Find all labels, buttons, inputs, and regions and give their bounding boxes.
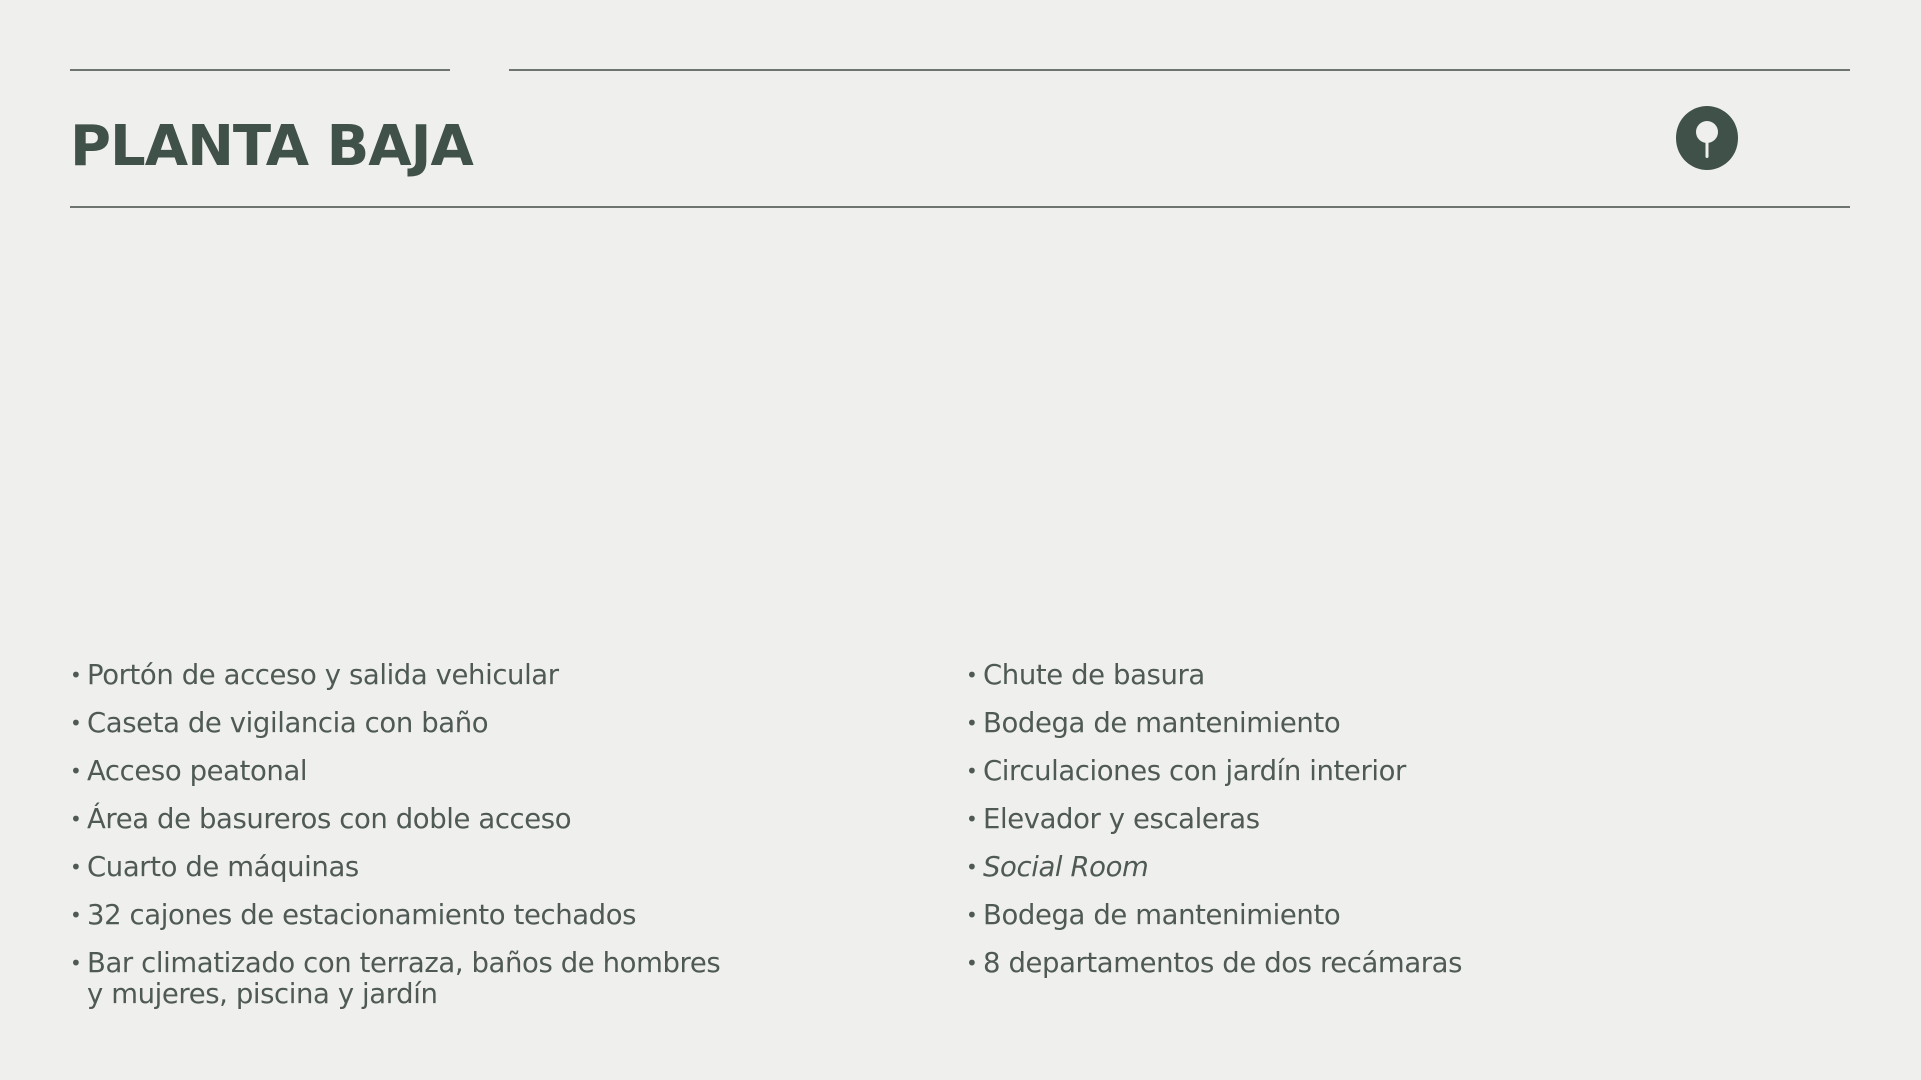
- list-item: [70, 756, 930, 787]
- list-item-text: • Bodega de mantenimiento: [983, 707, 1341, 739]
- list-item: [966, 948, 1846, 979]
- list-item: [70, 900, 930, 931]
- page-title: PLANTA BAJA: [70, 114, 473, 179]
- list-item: [70, 660, 930, 691]
- list-item-text: • Área de basureros con doble acceso: [87, 803, 572, 835]
- top-right-divider: [509, 69, 1850, 71]
- list-item-text: • Bodega de mantenimiento: [983, 899, 1341, 931]
- list-item-text: • Elevador y escaleras: [983, 803, 1260, 835]
- list-item-text: • 32 cajones de estacionamiento techados: [87, 899, 637, 931]
- features-list-right: [966, 660, 1846, 996]
- list-item: [70, 852, 930, 883]
- list-item-text: • Caseta de vigilancia con baño: [87, 707, 489, 739]
- list-item-text: • Bar climatizado con terraza, baños de hombres y mujeres, piscina y jardín: [87, 947, 721, 1010]
- title-underline-divider: [70, 206, 1850, 208]
- list-item-text: • Acceso peatonal: [87, 755, 308, 787]
- list-item-text: • Social Room: [983, 851, 1149, 883]
- top-left-divider: [70, 69, 450, 71]
- list-item-text: • 8 departamentos de dos recámaras: [983, 947, 1463, 979]
- list-item-text: • Cuarto de máquinas: [87, 851, 359, 883]
- list-item: [966, 708, 1846, 739]
- list-item: [966, 852, 1846, 883]
- list-item: [966, 804, 1846, 835]
- list-item-text: • Chute de basura: [983, 659, 1205, 691]
- list-item: [70, 948, 727, 1010]
- list-item-text: • Portón de acceso y salida vehicular: [87, 659, 559, 691]
- list-item: [70, 804, 930, 835]
- list-item: [966, 660, 1846, 691]
- features-list-left: [70, 660, 930, 1027]
- list-item: [966, 756, 1846, 787]
- list-item: [966, 900, 1846, 931]
- list-item: [70, 708, 930, 739]
- keyhole-pin-icon: [1674, 104, 1740, 172]
- list-item-text: • Circulaciones con jardín interior: [983, 755, 1406, 787]
